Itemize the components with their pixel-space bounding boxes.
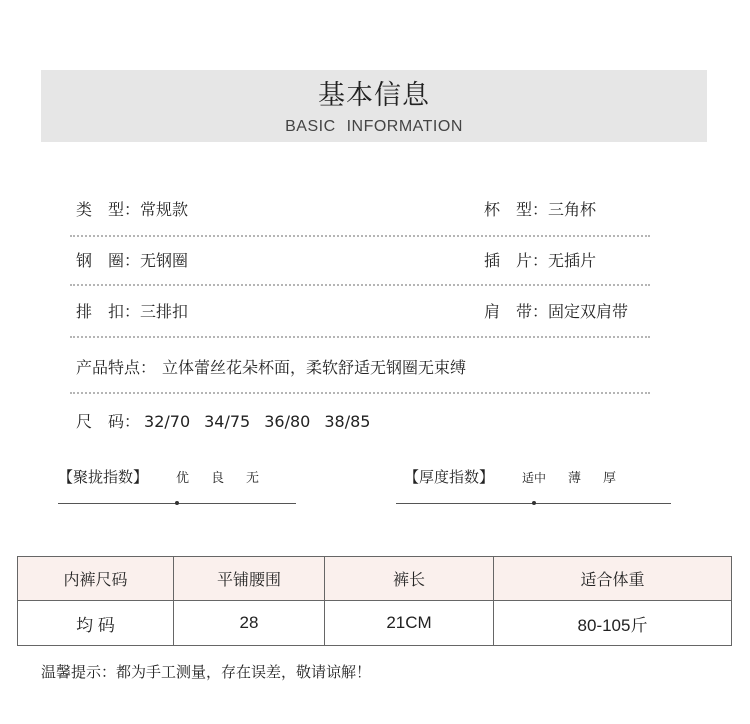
table-header: 裤长 xyxy=(325,557,494,601)
pad-value: 无插片 xyxy=(548,251,597,270)
clasp-label: 排 扣： xyxy=(76,302,141,321)
cup-label: 杯 型： xyxy=(484,200,549,219)
thickness-label: 【厚度指数】 xyxy=(404,468,495,486)
dotted-divider xyxy=(70,336,650,338)
header-band xyxy=(41,70,707,142)
feature-value: 立体蕾丝花朵杯面，柔软舒适无钢圈无束缚 xyxy=(162,358,467,377)
gather-label: 【聚拢指数】 xyxy=(58,468,149,486)
table-header: 内裤尺码 xyxy=(18,557,174,601)
strap-value: 固定双肩带 xyxy=(548,302,629,321)
info-clasp xyxy=(76,302,188,322)
thickness-option: 厚 xyxy=(603,471,617,486)
info-pad xyxy=(484,251,596,271)
table-header: 适合体重 xyxy=(494,557,732,601)
gather-option: 良 xyxy=(211,471,225,486)
thickness-scale-marker xyxy=(532,501,536,505)
thickness-option: 薄 xyxy=(568,471,582,486)
info-sizes xyxy=(76,412,384,432)
gather-option: 优 xyxy=(176,471,190,486)
size-value: 34/75 xyxy=(204,412,251,431)
pad-label: 插 片： xyxy=(484,251,549,270)
table-header-row xyxy=(18,557,732,601)
section-title: 基本信息 xyxy=(318,80,430,111)
dotted-divider xyxy=(70,392,650,394)
size-label: 尺 码： xyxy=(76,412,141,431)
gather-scale-marker xyxy=(175,501,179,505)
info-type xyxy=(76,200,188,220)
section-subtitle: BASIC INFORMATION xyxy=(285,118,463,135)
dotted-divider xyxy=(70,235,650,237)
gather-option: 无 xyxy=(246,471,260,486)
size-value: 32/70 xyxy=(144,412,191,431)
size-value: 36/80 xyxy=(264,412,311,431)
info-feature xyxy=(76,358,466,378)
table-cell: 28 xyxy=(174,601,325,646)
info-strap xyxy=(484,302,628,322)
table-row xyxy=(18,601,732,646)
measurement-tip: 温馨提示：都为手工测量，存在误差，敬请谅解！ xyxy=(41,663,372,681)
size-table xyxy=(17,556,732,646)
feature-label: 产品特点： xyxy=(76,358,157,377)
gather-index xyxy=(58,466,259,487)
size-value: 38/85 xyxy=(324,412,371,431)
type-value: 常规款 xyxy=(140,200,189,219)
strap-label: 肩 带： xyxy=(484,302,549,321)
cup-value: 三角杯 xyxy=(548,200,597,219)
table-cell: 21CM xyxy=(325,601,494,646)
dotted-divider xyxy=(70,284,650,286)
table-header: 平铺腰围 xyxy=(174,557,325,601)
type-label: 类 型： xyxy=(76,200,141,219)
table-cell: 80-105斤 xyxy=(494,601,732,646)
thickness-option: 适中 xyxy=(522,471,547,485)
wire-label: 钢 圈： xyxy=(76,251,141,270)
table-cell: 均 码 xyxy=(18,601,174,646)
info-cup xyxy=(484,200,596,220)
info-wire xyxy=(76,251,188,271)
thickness-index xyxy=(404,466,616,487)
clasp-value: 三排扣 xyxy=(140,302,189,321)
wire-value: 无钢圈 xyxy=(140,251,189,270)
